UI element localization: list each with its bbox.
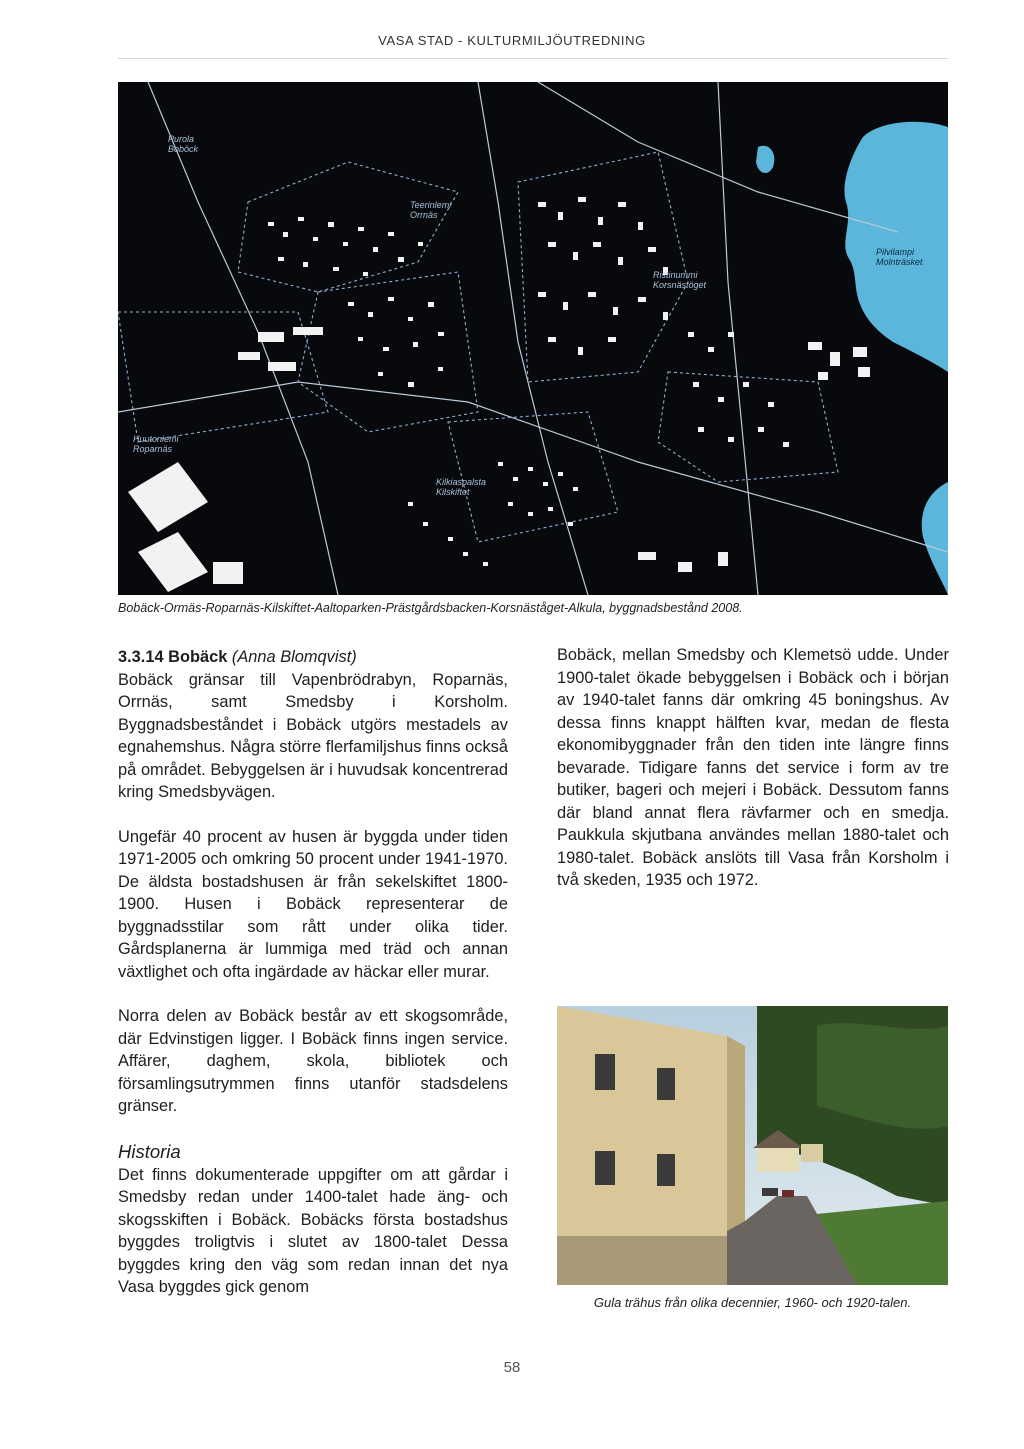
right-column xyxy=(557,644,949,914)
running-header: VASA STAD - KULTURMILJÖUTREDNING xyxy=(378,33,646,48)
photo-graphic xyxy=(557,1006,948,1285)
section-author: (Anna Blomqvist) xyxy=(231,648,357,666)
map-graphic xyxy=(118,82,948,595)
map-label-ristinummi: Ristinummi Korsnästöget xyxy=(653,270,707,290)
street-photo xyxy=(557,1006,948,1285)
paragraph-northern-part: Norra delen av Bobäck består av ett skogsområde, där Edvinstigen ligger. I Bobäck finns ingen service. Affärer, daghem, skola, bibliotek och församlingsutrymmen finns utanför stadsdelens gränser. xyxy=(118,1007,508,1115)
paragraph-building-ages: Ungefär 40 procent av husen är byggda under tiden 1971-2005 och omkring 50 procent under 1941-1970. De äldsta bostadshusen är från sekelskiftet 1800-1900. Husen i Bobäck representerar de byggnadsstilar som rått under olika tider. Gårdsplanerna är lummiga med träd och annan växtlighet och ofta ingärdade av häckar eller murar. xyxy=(118,827,508,981)
map-label-huutoniemi: Huutoniemi Roparnäs xyxy=(133,434,179,454)
paragraph-history-start: Det finns dokumenterade uppgifter om att gårdar i Smedsby redan under 1400-talet hade äng- och skogsskiften i Bobäck. Bobäcks första bostadshus byggdes troligtvis i slutet av 1800-talet Dessa byggdes kring den väg som redan innan det nya Vasa byggdes gick genom xyxy=(118,1165,508,1296)
building-stock-map xyxy=(118,82,948,595)
map-label-purola: Purola Boböck xyxy=(168,134,199,154)
left-column xyxy=(118,646,508,1321)
page-number: 58 xyxy=(503,1359,521,1376)
paragraph-intro: Bobäck gränsar till Vapenbrödrabyn, Roparnäs, Orrnäs, samt Smedsby i Korsholm. Byggnadsbeståndet i Bobäck utgörs mestadels av egnahemshus. Några större flerfamiljshus finns också på området. Bebyggelsen är i huvudsak koncentrerad kring Smedsbyvägen. xyxy=(118,670,508,801)
history-heading: Historia xyxy=(118,1140,181,1162)
photo-caption: Gula trähus från olika decennier, 1960- och 1920-talen. xyxy=(593,1295,912,1310)
section-heading xyxy=(118,646,508,669)
paragraph-history-continued: Bobäck, mellan Smedsby och Klemetsö udde. Under 1900-talet ökade bebyggelsen i Bobäck och i början av 1940-talet fanns där omkring 45 boningshus. Av dessa finns knappt hälften kvar, medan de flesta ekonomibyggnader från den tiden inte längre finns bevarade. Tidigare fanns det service i form av tre butiker, bageri och mejeri i Bobäck. Dessutom fanns där bland annat flera rävfarmer och en smedja. Paukkula skjutbana användes mellan 1880-talet och 1980-talet. Bobäck anslöts till Vasa från Korsholm i två skeden, 1935 och 1972. xyxy=(557,646,949,889)
header-divider xyxy=(118,58,948,59)
map-label-kilkiaspalsta: Kilkiaspalsta Kilskiftet xyxy=(436,477,487,497)
map-caption: Bobäck-Ormäs-Roparnäs-Kilskiftet-Aaltoparken-Prästgårdsbacken-Korsnäståget-Alkula, byggnadsbestånd 2008. xyxy=(118,601,743,615)
map-label-teerinlemi: Teerinlemi Orrnäs xyxy=(410,200,452,220)
section-number-title: 3.3.14 Bobäck xyxy=(118,648,228,666)
map-label-pilvilampi: Pilvilampi Molnträsket xyxy=(876,247,923,267)
